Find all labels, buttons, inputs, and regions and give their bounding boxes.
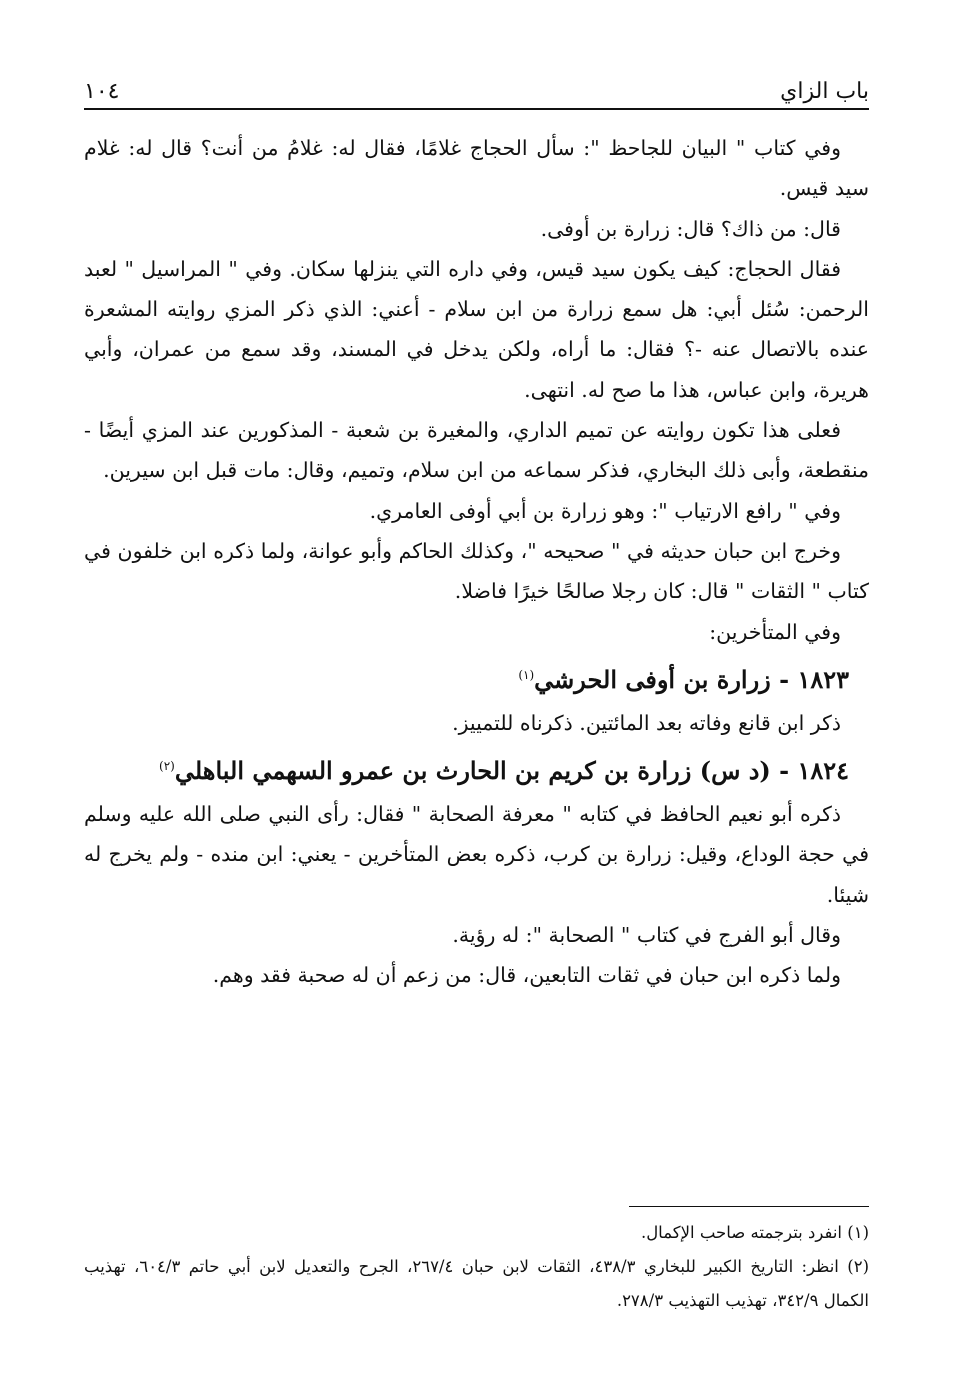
- paragraph: وقال أبو الفرج في كتاب " الصحابة ": له رؤية.: [452, 923, 841, 948]
- entry-heading-1823: [84, 652, 869, 703]
- footnotes: [84, 1216, 869, 1318]
- footnote-separator: [629, 1206, 869, 1207]
- entry-heading-text: ١٨٢٤ - (د س) زرارة بن كريم بن الحارث بن عمرو السهمي الباهلي: [174, 756, 849, 786]
- paragraph: ذكر ابن قانع وفاته بعد المائتين. ذكرناه للتمييز.: [452, 710, 841, 735]
- entry-heading-1824: [84, 743, 869, 794]
- paragraph: ذكره أبو نعيم الحافظ في كتابه " معرفة الصحابة " فقال: رأى النبي صلى الله عليه وسلم في حجة الوداع، وقيل: زرارة بن كرب، ذكره بعض المتأخرين - يعني: ابن منده - ولم يخرج له شيئا.: [84, 802, 869, 907]
- paragraph: فقال الحجاج: كيف يكون سيد قيس، وفي داره التي ينزلها سكان. وفي " المراسيل " لعبد الرحمن: سُئل أبي: هل سمع زرارة من ابن سلام - أعني: الذي ذكر المزي روايته المشعرة عنده بالاتصال عنه -؟ فقال: ما أراه، ولكن يدخل في المسند، وقد سمع من عمران، وأبي هريرة، وابن عباس، هذا ما صح له. انتهى.: [84, 256, 869, 402]
- paragraph: وفي " رافع الارتياب ": وهو زرارة بن أبي أوفى العامري.: [369, 498, 841, 523]
- footnote-reference: (١): [518, 667, 535, 682]
- page-header: [84, 66, 869, 110]
- paragraph: وخرج ابن حبان حديثه في " صحيحه "، وكذلك الحاكم وأبو عوانة، ولما ذكره ابن خلفون في كتاب " الثقات " قال: كان رجلا صالحًا خيرًا فاضلا.: [84, 538, 869, 604]
- section-title: باب الزاي: [780, 79, 869, 104]
- footnote: (١) انفرد بترجمته صاحب الإكمال.: [640, 1223, 869, 1242]
- paragraph: وفي المتأخرين:: [709, 619, 841, 644]
- paragraph: وفي كتاب " البيان للجاحظ ": سأل الحجاج غلامًا، فقال له: غلامُ من أنت؟ قال له: غلام سيد قيس.: [84, 136, 869, 201]
- footnote: (٢) انظر: التاريخ الكبير للبخاري ٤٣٨/٣، الثقات لابن حبان ٢٦٧/٤، الجرح والتعديل لابن أبي حاتم ٦٠٤/٣، تهذيب الكمال ٣٤٢/٩، تهذيب التهذيب ٢٧٨/٣.: [84, 1257, 869, 1310]
- paragraph: قال: من ذاك؟ قال: زرارة بن أوفى.: [540, 216, 841, 241]
- main-text: [84, 128, 869, 996]
- page-number: ١٠٤: [84, 79, 120, 104]
- paragraph: ولما ذكره ابن حبان في ثقات التابعين، قال: من زعم أن له صحبة فقد وهم.: [212, 963, 841, 988]
- paragraph: فعلى هذا تكون روايته عن تميم الداري، والمغيرة بن شعبة - المذكورين عند المزي أيضًا - منقطعة، وأبى ذلك البخاري، فذكر سماعه من ابن سلام، وتميم، وقال: مات قبل ابن سيرين.: [84, 418, 869, 483]
- footnote-reference: (٢): [159, 759, 175, 774]
- entry-heading-text: ١٨٢٣ - زرارة بن أوفى الحرشي: [534, 664, 849, 694]
